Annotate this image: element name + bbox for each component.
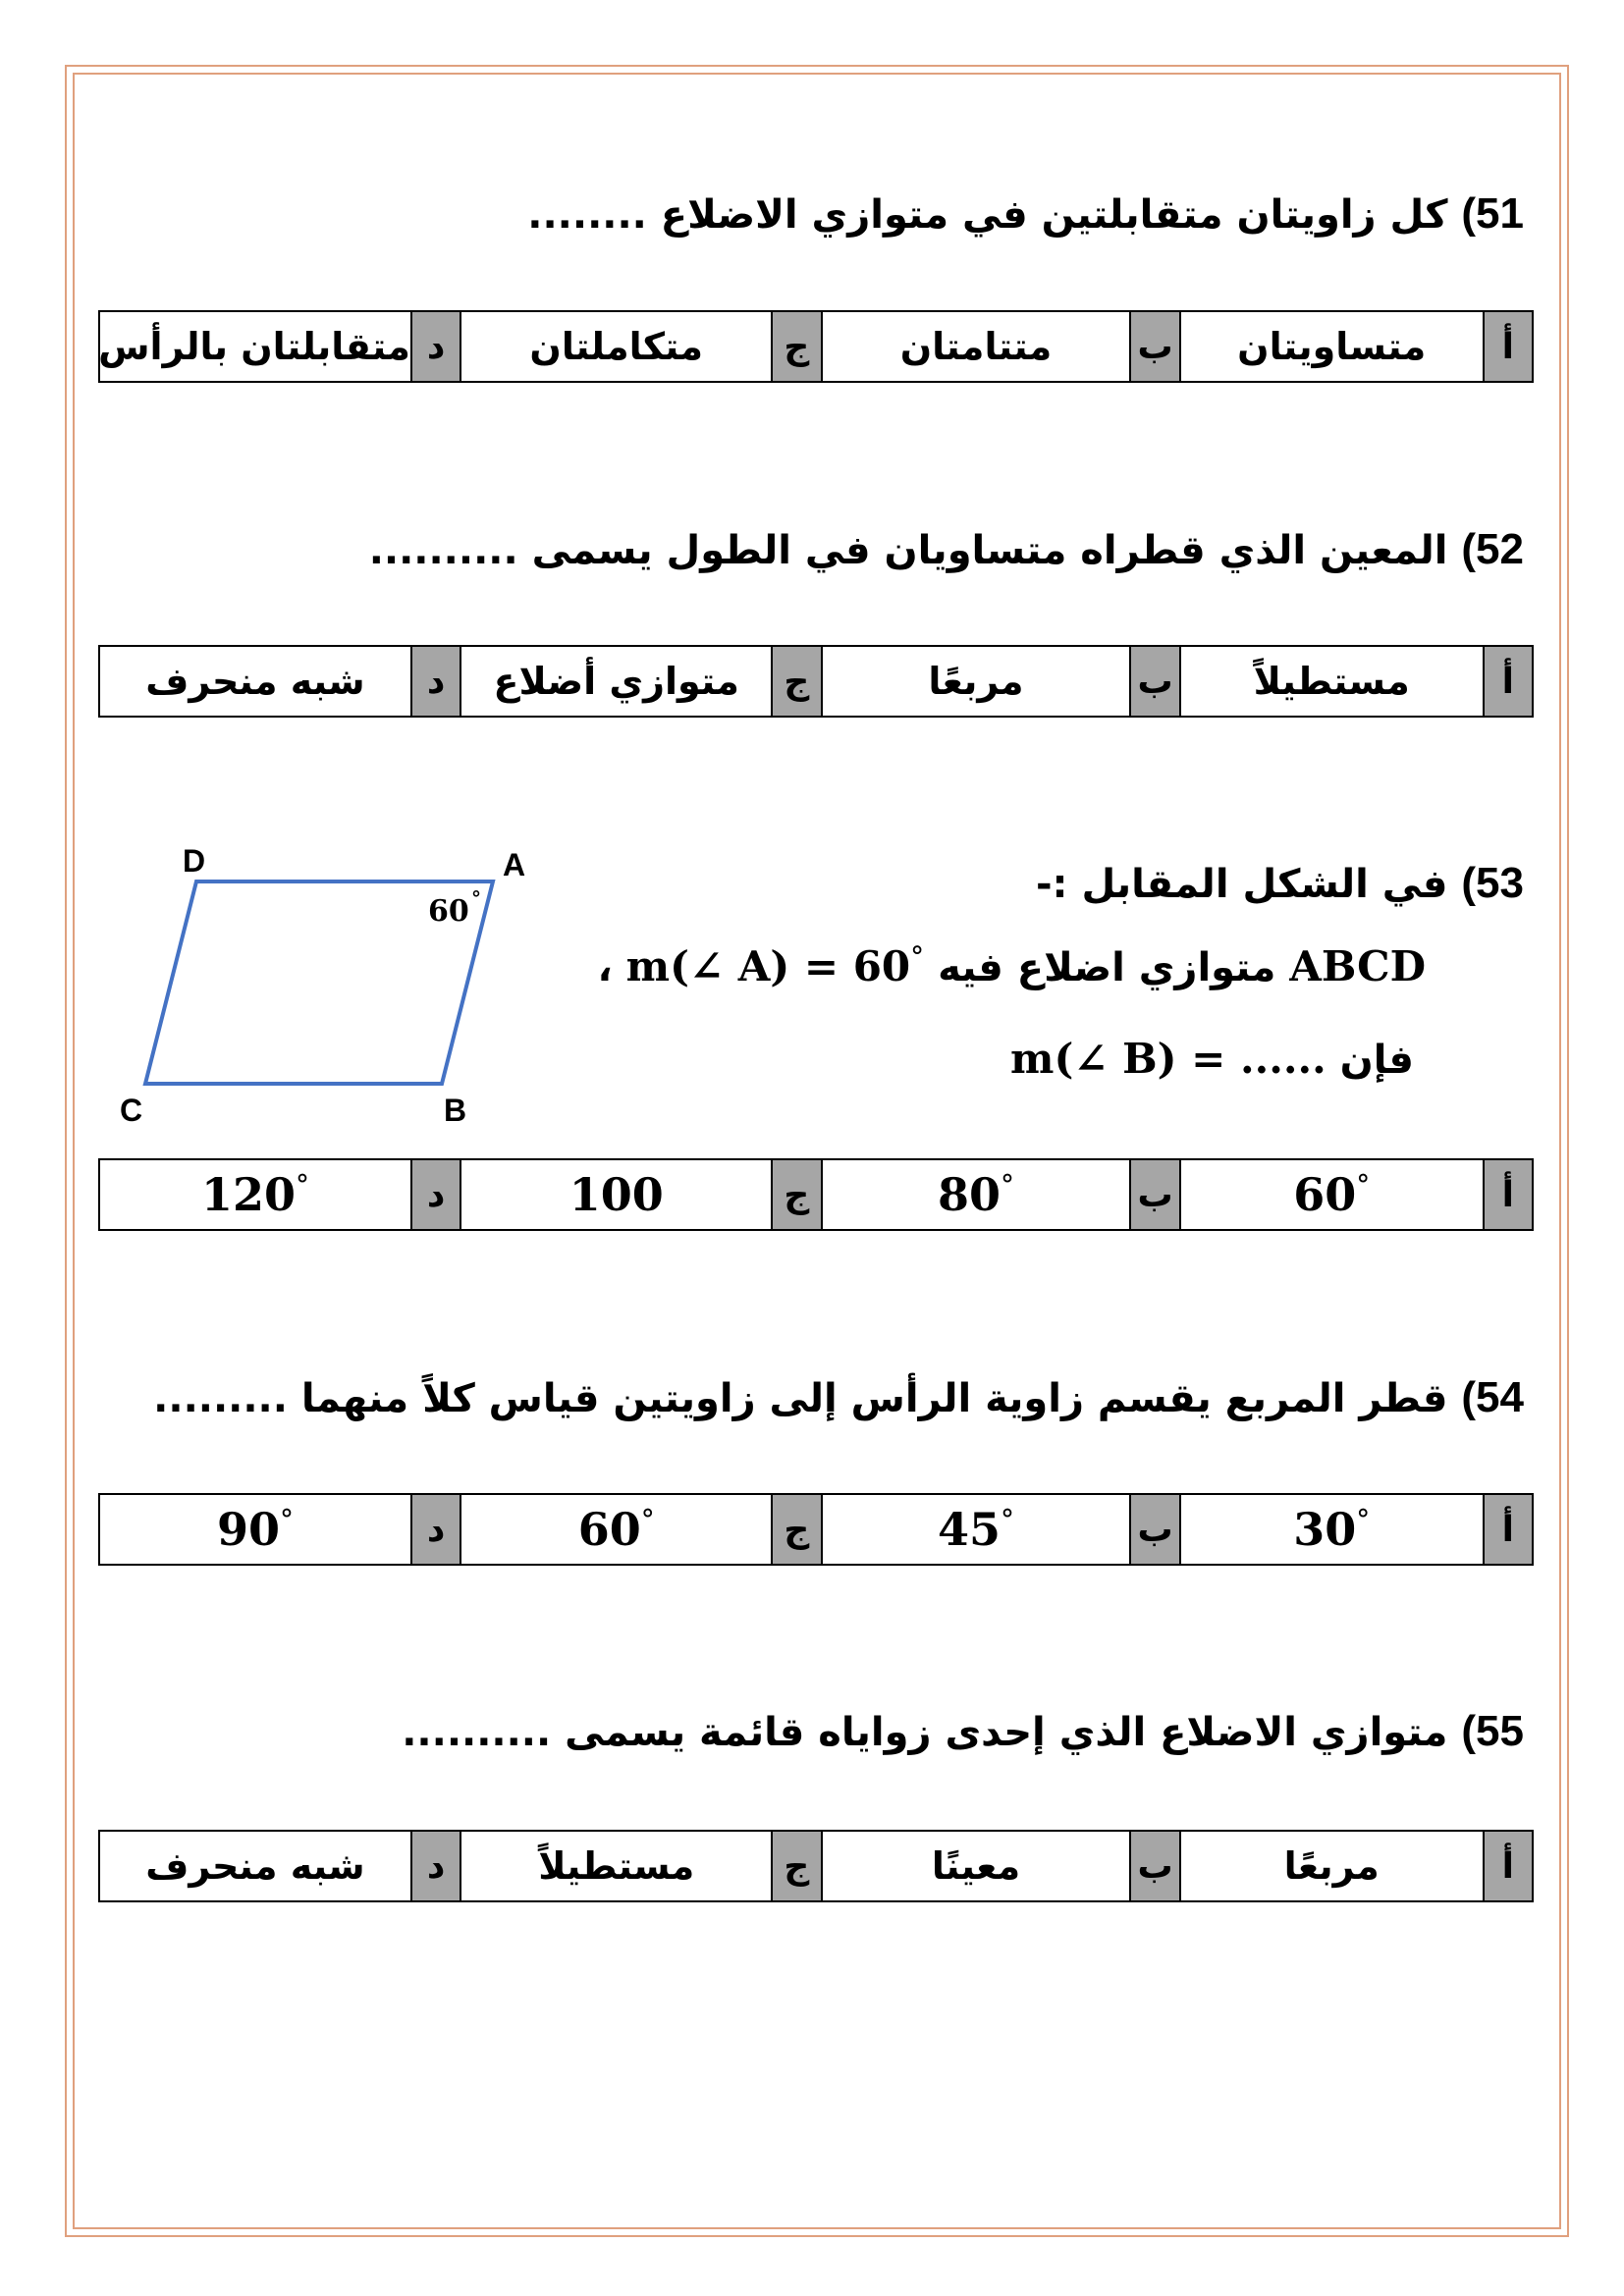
option-letter: أ	[1484, 646, 1533, 717]
option-letter: أ	[1484, 1831, 1533, 1901]
option-b[interactable]	[822, 1159, 1131, 1230]
option-value: 45	[937, 1503, 1001, 1556]
option-a[interactable]: متساويتان	[1180, 311, 1484, 382]
angle-a-equation	[626, 942, 924, 990]
option-d[interactable]: متقابلتان بالرأس	[99, 311, 411, 382]
option-a[interactable]	[1180, 1494, 1484, 1565]
option-letter: ج	[772, 311, 821, 382]
degree-mark: °	[295, 1168, 309, 1201]
angle-degree-mark: °	[471, 886, 481, 910]
question-number: 54)	[1461, 1373, 1524, 1421]
question-number: 55)	[1461, 1707, 1524, 1755]
options-table-53	[98, 1158, 1534, 1231]
page-border-inner	[73, 73, 1561, 2229]
vertex-label-b: B	[444, 1093, 467, 1128]
option-value: 30	[1293, 1503, 1357, 1556]
option-letter: د	[411, 311, 460, 382]
option-letter: ب	[1130, 1831, 1179, 1901]
option-value: 80	[937, 1168, 1001, 1221]
option-letter: أ	[1484, 311, 1533, 382]
option-value: 60	[577, 1503, 641, 1556]
option-letter: ب	[1130, 646, 1179, 717]
option-letter: ج	[772, 1159, 821, 1230]
option-d[interactable]	[99, 1159, 411, 1230]
option-b[interactable]	[822, 1494, 1131, 1565]
parallelogram-figure	[98, 834, 550, 1129]
question-text: قطر المربع يقسم زاوية الرأس إلى زاويتين قياس كلاً منهما .........	[153, 1376, 1448, 1421]
option-a[interactable]: مربعًا	[1180, 1831, 1484, 1901]
option-d[interactable]: شبه منحرف	[99, 646, 411, 717]
degree-mark: °	[640, 1503, 655, 1536]
option-c[interactable]: متوازي أضلاع	[460, 646, 772, 717]
question-54	[153, 1374, 1524, 1422]
option-letter: د	[411, 1831, 460, 1901]
option-c[interactable]: مستطيلاً	[460, 1831, 772, 1901]
shape-name: ABCD	[1289, 942, 1426, 990]
question-text: متوازي الاضلاع الذي إحدى زواياه قائمة يسمى ..........	[402, 1710, 1448, 1755]
option-a[interactable]	[1180, 1159, 1484, 1230]
option-letter: ب	[1130, 1494, 1179, 1565]
option-c[interactable]	[460, 1159, 772, 1230]
degree-mark: °	[279, 1503, 294, 1536]
question-55	[402, 1708, 1524, 1756]
question-51	[527, 190, 1524, 239]
question-53-line-1	[598, 942, 1426, 990]
options-table-52	[98, 645, 1534, 718]
vertex-label-d: D	[183, 843, 206, 879]
question-number: 51)	[1461, 189, 1524, 238]
degree-mark: °	[1001, 1503, 1014, 1536]
option-d[interactable]: شبه منحرف	[99, 1831, 411, 1901]
vertex-label-c: C	[120, 1093, 143, 1128]
option-b[interactable]: مربعًا	[822, 646, 1131, 717]
option-c[interactable]	[460, 1494, 772, 1565]
option-letter: ب	[1130, 1159, 1179, 1230]
question-number: 53)	[1461, 859, 1524, 907]
option-letter: ب	[1130, 311, 1179, 382]
option-b[interactable]: معينًا	[822, 1831, 1131, 1901]
option-letter: ج	[772, 646, 821, 717]
vertex-label-a: A	[503, 847, 526, 882]
option-value: 90	[216, 1503, 280, 1556]
degree-mark: °	[910, 940, 925, 973]
question-text: كل زاويتان متقابلتين في متوازي الاضلاع ........	[527, 192, 1448, 238]
angle-a-math: m(∠ A) = 60	[625, 942, 911, 990]
line-text: فإن	[1339, 1038, 1414, 1083]
separator: ،	[597, 945, 613, 990]
option-a[interactable]: مستطيلاً	[1180, 646, 1484, 717]
degree-mark: °	[1356, 1503, 1371, 1536]
option-letter: د	[411, 1494, 460, 1565]
angle-label: 60	[428, 894, 469, 929]
options-table-54	[98, 1493, 1534, 1566]
option-letter: أ	[1484, 1159, 1533, 1230]
option-c[interactable]: متكاملتان	[460, 311, 772, 382]
question-text: المعين الذي قطراه متساويان في الطول يسمى ..........	[368, 528, 1448, 573]
option-b[interactable]: متتامتان	[822, 311, 1131, 382]
angle-b-equation: m(∠ B) = ......	[1010, 1035, 1326, 1083]
question-number: 52)	[1461, 525, 1524, 573]
option-d[interactable]	[99, 1494, 411, 1565]
question-52	[369, 526, 1524, 574]
option-value: 60	[1293, 1168, 1357, 1221]
question-53	[1036, 860, 1524, 908]
line-text: متوازي اضلاع فيه	[938, 945, 1276, 990]
option-letter: د	[411, 1159, 460, 1230]
option-letter: ج	[772, 1831, 821, 1901]
question-53-line-2	[1010, 1035, 1414, 1083]
option-letter: ج	[772, 1494, 821, 1565]
option-value: 120	[200, 1168, 296, 1221]
degree-mark: °	[1001, 1168, 1014, 1201]
degree-mark: °	[1356, 1168, 1371, 1201]
option-letter: د	[411, 646, 460, 717]
options-table-51	[98, 310, 1534, 383]
question-text: في الشكل المقابل :-	[1035, 862, 1448, 907]
options-table-55	[98, 1830, 1534, 1902]
option-value: 100	[568, 1168, 664, 1221]
option-letter: أ	[1484, 1494, 1533, 1565]
